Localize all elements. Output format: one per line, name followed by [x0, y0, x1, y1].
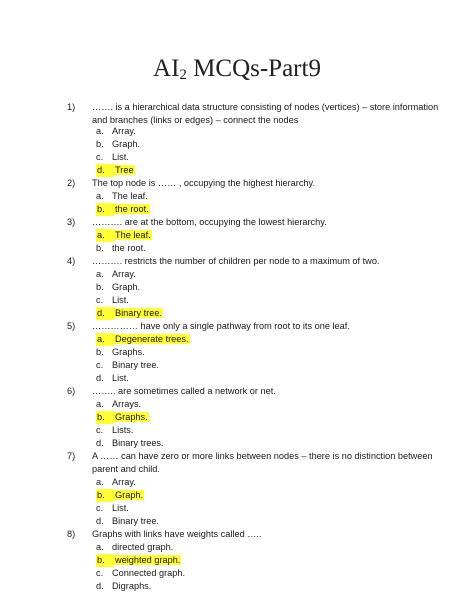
option-letter: b. — [96, 489, 114, 502]
option-letter: b. — [96, 203, 114, 216]
q7-option-d — [96, 515, 159, 528]
option-letter: d. — [96, 373, 104, 383]
option-letter: b. — [96, 243, 104, 253]
option-letter: a. — [96, 229, 114, 242]
option-letter: d. — [96, 581, 104, 591]
q3-option-b — [96, 242, 146, 255]
q1-option-d — [96, 164, 135, 177]
q4-option-b — [96, 281, 140, 294]
option-letter: a. — [96, 191, 104, 201]
option-text: Binary tree. — [112, 360, 159, 370]
option-letter: c. — [96, 295, 104, 305]
option-letter: b. — [96, 347, 104, 357]
option-text: The leaf. — [112, 191, 148, 201]
question-text: ………. restricts the number of children per node to a maximum of two. — [92, 256, 380, 266]
question-text: A …… can have zero or more links between nodes – there is no distinction between parent and child. — [92, 451, 433, 474]
option-letter: d. — [96, 164, 114, 177]
option-text: the root. — [112, 243, 146, 253]
option-letter: d. — [96, 516, 104, 526]
title-rest: MCQs-Part9 — [186, 55, 321, 82]
option-text-highlighted: Tree — [115, 165, 134, 175]
option-text: Graph. — [112, 282, 141, 292]
option-text-highlighted: Graphs. — [115, 412, 148, 422]
question-text: …………… have only a single pathway from root to its one leaf. — [92, 321, 350, 331]
q4-option-d — [96, 307, 163, 320]
option-text: Array. — [112, 126, 136, 136]
option-text-highlighted: Degenerate trees. — [115, 334, 189, 344]
q5-option-c — [96, 359, 159, 372]
option-text: List. — [112, 373, 129, 383]
q1-option-a — [96, 125, 136, 138]
q8-option-a — [96, 541, 173, 554]
q7-option-c — [96, 502, 129, 515]
question-number: 2) — [67, 178, 76, 188]
option-letter: c. — [96, 425, 104, 435]
q5-option-d — [96, 372, 129, 385]
q8-option-b — [96, 554, 181, 567]
option-text-highlighted: The leaf. — [115, 230, 151, 240]
option-text-highlighted: the root. — [115, 204, 149, 214]
question-number: 8) — [67, 529, 76, 539]
option-letter: d. — [96, 438, 104, 448]
option-letter: b. — [96, 411, 114, 424]
q2-option-a — [96, 190, 148, 203]
option-letter: b. — [96, 554, 114, 567]
option-text: List. — [112, 503, 129, 513]
q6-option-c — [96, 424, 133, 437]
option-letter: a. — [96, 399, 104, 409]
q1-option-b — [96, 138, 140, 151]
q7-option-a — [96, 476, 136, 489]
option-text: Array. — [112, 269, 136, 279]
q8-option-c — [96, 567, 185, 580]
q5-option-b — [96, 346, 145, 359]
option-text: Arrays. — [112, 399, 142, 409]
option-letter: c. — [96, 360, 104, 370]
option-letter: a. — [96, 126, 104, 136]
q6-option-b — [96, 411, 149, 424]
option-text: Binary trees. — [112, 438, 164, 448]
option-letter: c. — [96, 152, 104, 162]
option-text: Digraphs. — [112, 581, 152, 591]
option-letter: c. — [96, 503, 104, 513]
question-number: 3) — [67, 217, 76, 227]
option-text: Binary tree. — [112, 516, 159, 526]
question-number: 7) — [67, 451, 76, 461]
question-number: 1) — [67, 102, 76, 112]
question-text: ………. are at the bottom, occupying the lowest hierarchy. — [92, 217, 327, 227]
question-text: Graphs with links have weights called ….. — [92, 529, 262, 539]
q8-option-d — [96, 580, 151, 593]
option-letter: a. — [96, 542, 104, 552]
q5-option-a — [96, 333, 190, 346]
option-letter: a. — [96, 333, 114, 346]
title-subscript: 2 — [179, 67, 187, 83]
q6-option-a — [96, 398, 141, 411]
option-letter: a. — [96, 269, 104, 279]
option-text: Lists. — [112, 425, 134, 435]
option-letter: b. — [96, 282, 104, 292]
q1-option-c — [96, 151, 129, 164]
option-text: List. — [112, 295, 129, 305]
option-letter: b. — [96, 139, 104, 149]
option-letter: d. — [96, 307, 114, 320]
question-number: 6) — [67, 386, 76, 396]
option-text-highlighted: weighted graph. — [115, 555, 181, 565]
question-text: ……. is a hierarchical data structure consisting of nodes (vertices) – store information and branches (links or edges) – connect the nodes — [92, 102, 439, 125]
q3-option-a — [96, 229, 152, 242]
q2-option-b — [96, 203, 150, 216]
q6-option-d — [96, 437, 164, 450]
question-number: 5) — [67, 321, 76, 331]
question-text: The top node is …… , occupying the highest hierarchy. — [92, 178, 316, 188]
question-text: …….. are sometimes called a network or net. — [92, 386, 276, 396]
option-text: Graph. — [112, 139, 141, 149]
option-text-highlighted: Binary tree. — [115, 308, 162, 318]
option-letter: a. — [96, 477, 104, 487]
option-text: Connected graph. — [112, 568, 186, 578]
option-text: Array. — [112, 477, 136, 487]
option-text: List. — [112, 152, 129, 162]
q4-option-c — [96, 294, 129, 307]
option-text: Graphs. — [112, 347, 145, 357]
q7-option-b — [96, 489, 144, 502]
option-text: directed graph. — [112, 542, 174, 552]
q4-option-a — [96, 268, 136, 281]
option-letter: c. — [96, 568, 104, 578]
question-number: 4) — [67, 256, 76, 266]
option-text-highlighted: Graph. — [115, 490, 144, 500]
page-title — [0, 55, 474, 84]
title-main: AI — [153, 55, 180, 82]
